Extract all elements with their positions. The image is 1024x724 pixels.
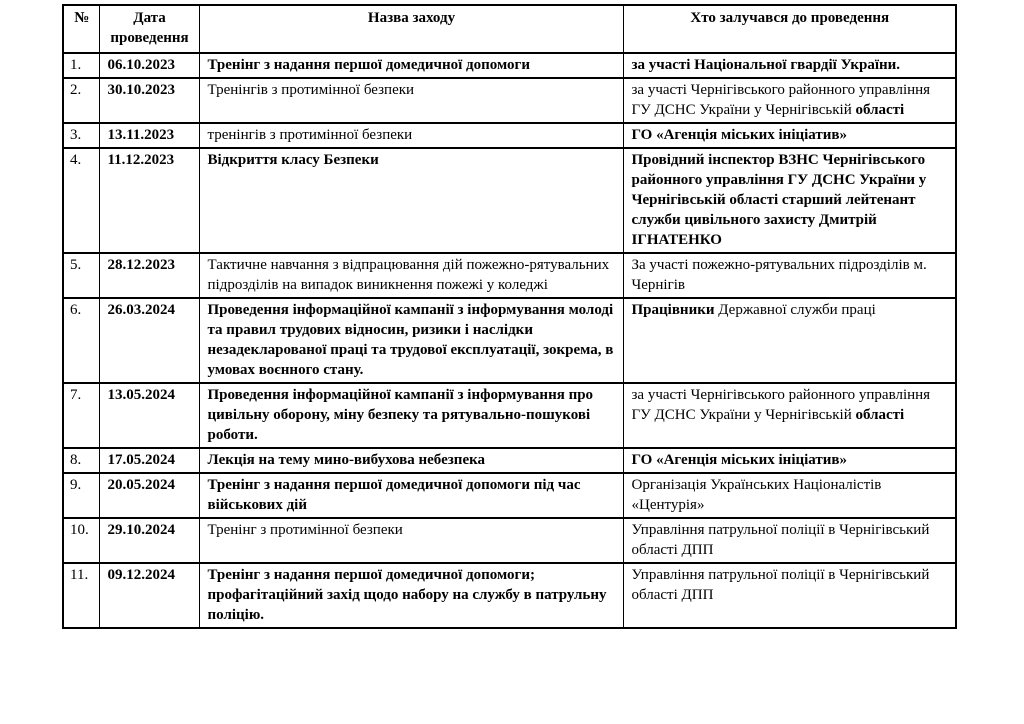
text-segment: Управління патрульної поліції в Чернігівський області ДПП xyxy=(631,522,930,558)
row-participants-cell xyxy=(623,78,956,123)
text-segment: за участі Національної гвардії України. xyxy=(631,57,901,73)
row-event-name-cell xyxy=(199,253,623,298)
row-event-name-cell xyxy=(199,78,623,123)
row-number-cell: 3. xyxy=(63,123,99,148)
row-participants-cell xyxy=(623,298,956,383)
table-row xyxy=(63,53,956,78)
header-event-name: Назва заходу xyxy=(199,5,623,53)
row-event-name-cell xyxy=(199,53,623,78)
table-row xyxy=(63,473,956,518)
row-participants-cell xyxy=(623,563,956,628)
row-date-cell: 26.03.2024 xyxy=(99,298,199,383)
table-row xyxy=(63,253,956,298)
row-participants-cell xyxy=(623,53,956,78)
table-row xyxy=(63,123,956,148)
row-date-cell: 09.12.2024 xyxy=(99,563,199,628)
row-event-name-cell xyxy=(199,473,623,518)
text-segment: Працівники xyxy=(631,302,715,318)
text-segment: області xyxy=(855,407,905,423)
row-participants-cell xyxy=(623,383,956,448)
row-date-cell: 17.05.2024 xyxy=(99,448,199,473)
table-row xyxy=(63,448,956,473)
row-number-cell: 5. xyxy=(63,253,99,298)
text-segment: Тренінг з надання першої домедичної допомоги xyxy=(207,57,530,73)
row-number-cell: 1. xyxy=(63,53,99,78)
text-segment: За участі пожежно-рятувальних підрозділів м. Чернігів xyxy=(631,257,927,293)
text-segment: Проведення інформаційної кампанії з інформування про цивільну оборону, міну безпеку та рятувально-пошукові роботи. xyxy=(207,387,594,443)
table-header-row xyxy=(63,5,956,53)
table-row xyxy=(63,383,956,448)
table-row xyxy=(63,518,956,563)
row-date-cell: 20.05.2024 xyxy=(99,473,199,518)
header-date: Дата проведення xyxy=(99,5,199,53)
row-participants-cell xyxy=(623,148,956,253)
table-row xyxy=(63,298,956,383)
row-event-name-cell xyxy=(199,383,623,448)
row-participants-cell xyxy=(623,448,956,473)
table-row xyxy=(63,78,956,123)
text-segment: Провідний інспектор ВЗНС Чернігівського районного управління ГУ ДСНС України у Чернігівській області старший лейтенант служби цивільного захисту Дмитрій ІГНАТЕНКО xyxy=(631,152,927,248)
text-segment: за участі Чернігівського районного управління ГУ ДСНС України у Чернігівській xyxy=(631,387,931,423)
text-segment: Управління патрульної поліції в Чернігівський області ДПП xyxy=(631,567,930,603)
row-date-cell: 11.12.2023 xyxy=(99,148,199,253)
row-date-cell: 29.10.2024 xyxy=(99,518,199,563)
header-participants: Хто залучався до проведення xyxy=(623,5,956,53)
row-event-name-cell xyxy=(199,148,623,253)
text-segment: Тактичне навчання з відпрацювання дій пожежно-рятувальних підрозділів на випадок виникнення пожежі у коледжі xyxy=(207,257,610,293)
header-number: № xyxy=(63,5,99,53)
text-segment: ГО «Агенція міських ініціатив» xyxy=(631,452,848,468)
row-number-cell: 2. xyxy=(63,78,99,123)
table-body xyxy=(63,53,956,628)
row-event-name-cell xyxy=(199,298,623,383)
row-event-name-cell xyxy=(199,563,623,628)
row-number-cell: 7. xyxy=(63,383,99,448)
row-event-name-cell xyxy=(199,448,623,473)
row-date-cell: 06.10.2023 xyxy=(99,53,199,78)
events-table xyxy=(62,4,957,629)
text-segment: Державної служби праці xyxy=(714,302,876,318)
row-event-name-cell xyxy=(199,123,623,148)
row-participants-cell xyxy=(623,253,956,298)
text-segment: ГО «Агенція міських ініціатив» xyxy=(631,127,848,143)
text-segment: Тренінг з протимінної безпеки xyxy=(207,522,403,538)
row-number-cell: 9. xyxy=(63,473,99,518)
text-segment: області xyxy=(855,102,905,118)
row-number-cell: 11. xyxy=(63,563,99,628)
row-number-cell: 6. xyxy=(63,298,99,383)
text-segment: Тренінгів з протимінної безпеки xyxy=(207,82,415,98)
text-segment: Тренінг з надання першої домедичної допомоги; профагітаційний захід щодо набору на службу в патрульну поліцію. xyxy=(207,567,607,623)
row-event-name-cell xyxy=(199,518,623,563)
text-segment: Лекція на тему мино-вибухова небезпека xyxy=(207,452,486,468)
row-date-cell: 13.11.2023 xyxy=(99,123,199,148)
text-segment: Відкриття класу Безпеки xyxy=(207,152,379,168)
text-segment: тренінгів з протимінної безпеки xyxy=(207,127,413,143)
row-number-cell: 8. xyxy=(63,448,99,473)
text-segment: за участі Чернігівського районного управління ГУ ДСНС України у Чернігівській xyxy=(631,82,931,118)
table-row xyxy=(63,563,956,628)
row-participants-cell xyxy=(623,123,956,148)
text-segment: Тренінг з надання першої домедичної допомоги під час військових дій xyxy=(207,477,581,513)
table-row xyxy=(63,148,956,253)
row-participants-cell xyxy=(623,518,956,563)
row-participants-cell xyxy=(623,473,956,518)
row-date-cell: 28.12.2023 xyxy=(99,253,199,298)
row-number-cell: 10. xyxy=(63,518,99,563)
text-segment: Проведення інформаційної кампанії з інформування молоді та правил трудових відносин, ризики і наслідки незадекларованої праці та трудової експлуатації, зокрема, в умовах воєнного стану. xyxy=(207,302,614,378)
row-date-cell: 13.05.2024 xyxy=(99,383,199,448)
row-date-cell: 30.10.2023 xyxy=(99,78,199,123)
row-number-cell: 4. xyxy=(63,148,99,253)
text-segment: Організація Українських Націоналістів «Центурія» xyxy=(631,477,882,513)
